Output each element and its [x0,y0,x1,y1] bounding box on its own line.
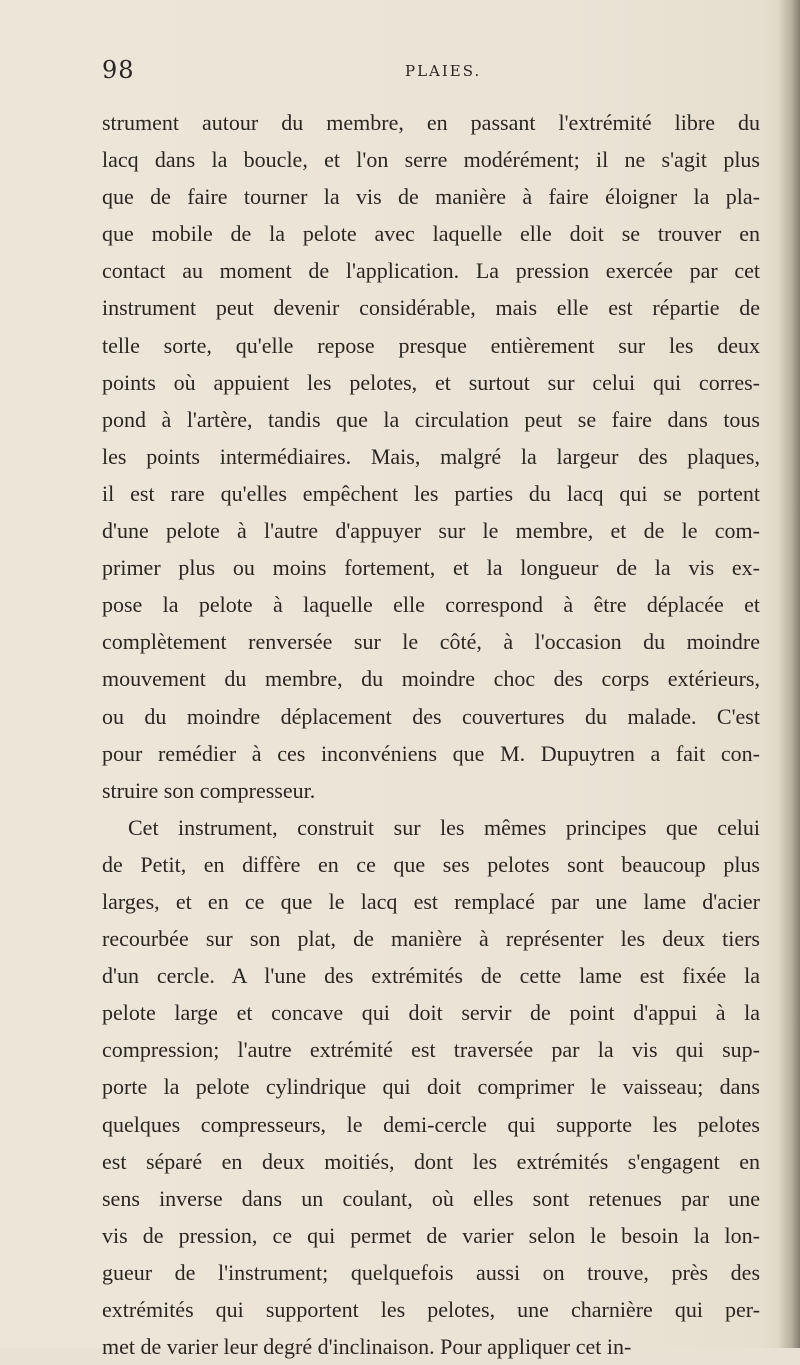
text-line: complètement renversée sur le côté, à l'occasion du moindre [102,629,760,655]
text-line: les points intermédiaires. Mais, malgré la largeur des plaques, [102,443,760,469]
text-line: recourbée sur son plat, de manière à représenter les deux tiers [102,926,760,952]
text-line: ou du moindre déplacement des couvertures du malade. C'est [102,703,760,729]
text-line: contact au moment de l'application. La pression exercée par cet [102,258,760,284]
text-line: quelques compresseurs, le demi-cercle qui supporte les pelotes [102,1111,760,1137]
text-line: instrument peut devenir considérable, mais elle est répartie de [102,295,760,321]
text-line: mouvement du membre, du moindre choc des corps extérieurs, [102,666,760,692]
text-line: extrémités qui supportent les pelotes, une charnière qui per- [102,1297,760,1322]
text-line: pour remédier à ces inconvéniens que M. Dupuytren a fait con- [102,740,760,766]
paragraph [102,809,760,1365]
text-line: points où appuient les pelotes, et surtout sur celui qui corres- [102,369,760,395]
text-line: telle sorte, qu'elle repose presque entièrement sur les deux [102,332,760,358]
text-line: struire son compresseur. [102,777,316,803]
text-line: d'un cercle. A l'une des extrémités de cette lame est fixée la [102,963,760,989]
text-line: gueur de l'instrument; quelquefois aussi on trouve, près des [102,1259,760,1285]
text-line: lacq dans la boucle, et l'on serre modérément; il ne s'agit plus [102,147,760,173]
page-header [102,56,762,86]
text-line: primer plus ou moins fortement, et la longueur de la vis ex- [102,555,760,581]
text-line: vis de pression, ce qui permet de varier selon le besoin la lon- [102,1222,760,1248]
paragraph [102,104,760,809]
text-line: de Petit, en diffère en ce que ses pelotes sont beaucoup plus [102,851,760,877]
text-line: d'une pelote à l'autre d'appuyer sur le membre, et de le com- [102,518,760,544]
body-text [102,104,760,1365]
text-line: il est rare qu'elles empêchent les parties du lacq qui se portent [102,480,760,506]
text-line: pelote large et concave qui doit servir de point d'appui à la [102,1000,760,1026]
running-head: PLAIES. [405,62,482,80]
text-line: strument autour du membre, en passant l'extrémité libre du [102,110,760,135]
text-line: porte la pelote cylindrique qui doit comprimer le vaisseau; dans [102,1074,760,1100]
text-line: est séparé en deux moitiés, dont les extrémités s'engagent en [102,1148,760,1174]
text-line: pose la pelote à laquelle elle correspond à être déplacée et [102,592,760,618]
text-line: sens inverse dans un coulant, où elles sont retenues par une [102,1185,760,1211]
text-line: met de varier leur degré d'inclinaison. Pour appliquer cet in- [102,1334,632,1360]
text-line: que mobile de la pelote avec laquelle elle doit se trouver en [102,221,760,247]
page-number: 98 [102,56,135,84]
page-edge-shadow [778,0,800,1348]
text-line: Cet instrument, construit sur les mêmes principes que celui [128,814,760,840]
text-line: compression; l'autre extrémité est traversée par la vis qui sup- [102,1037,760,1063]
text-line: pond à l'artère, tandis que la circulation peut se faire dans tous [102,406,760,432]
text-line: larges, et en ce que le lacq est remplacé par une lame d'acier [102,888,760,914]
text-line: que de faire tourner la vis de manière à faire éloigner la pla- [102,184,760,210]
